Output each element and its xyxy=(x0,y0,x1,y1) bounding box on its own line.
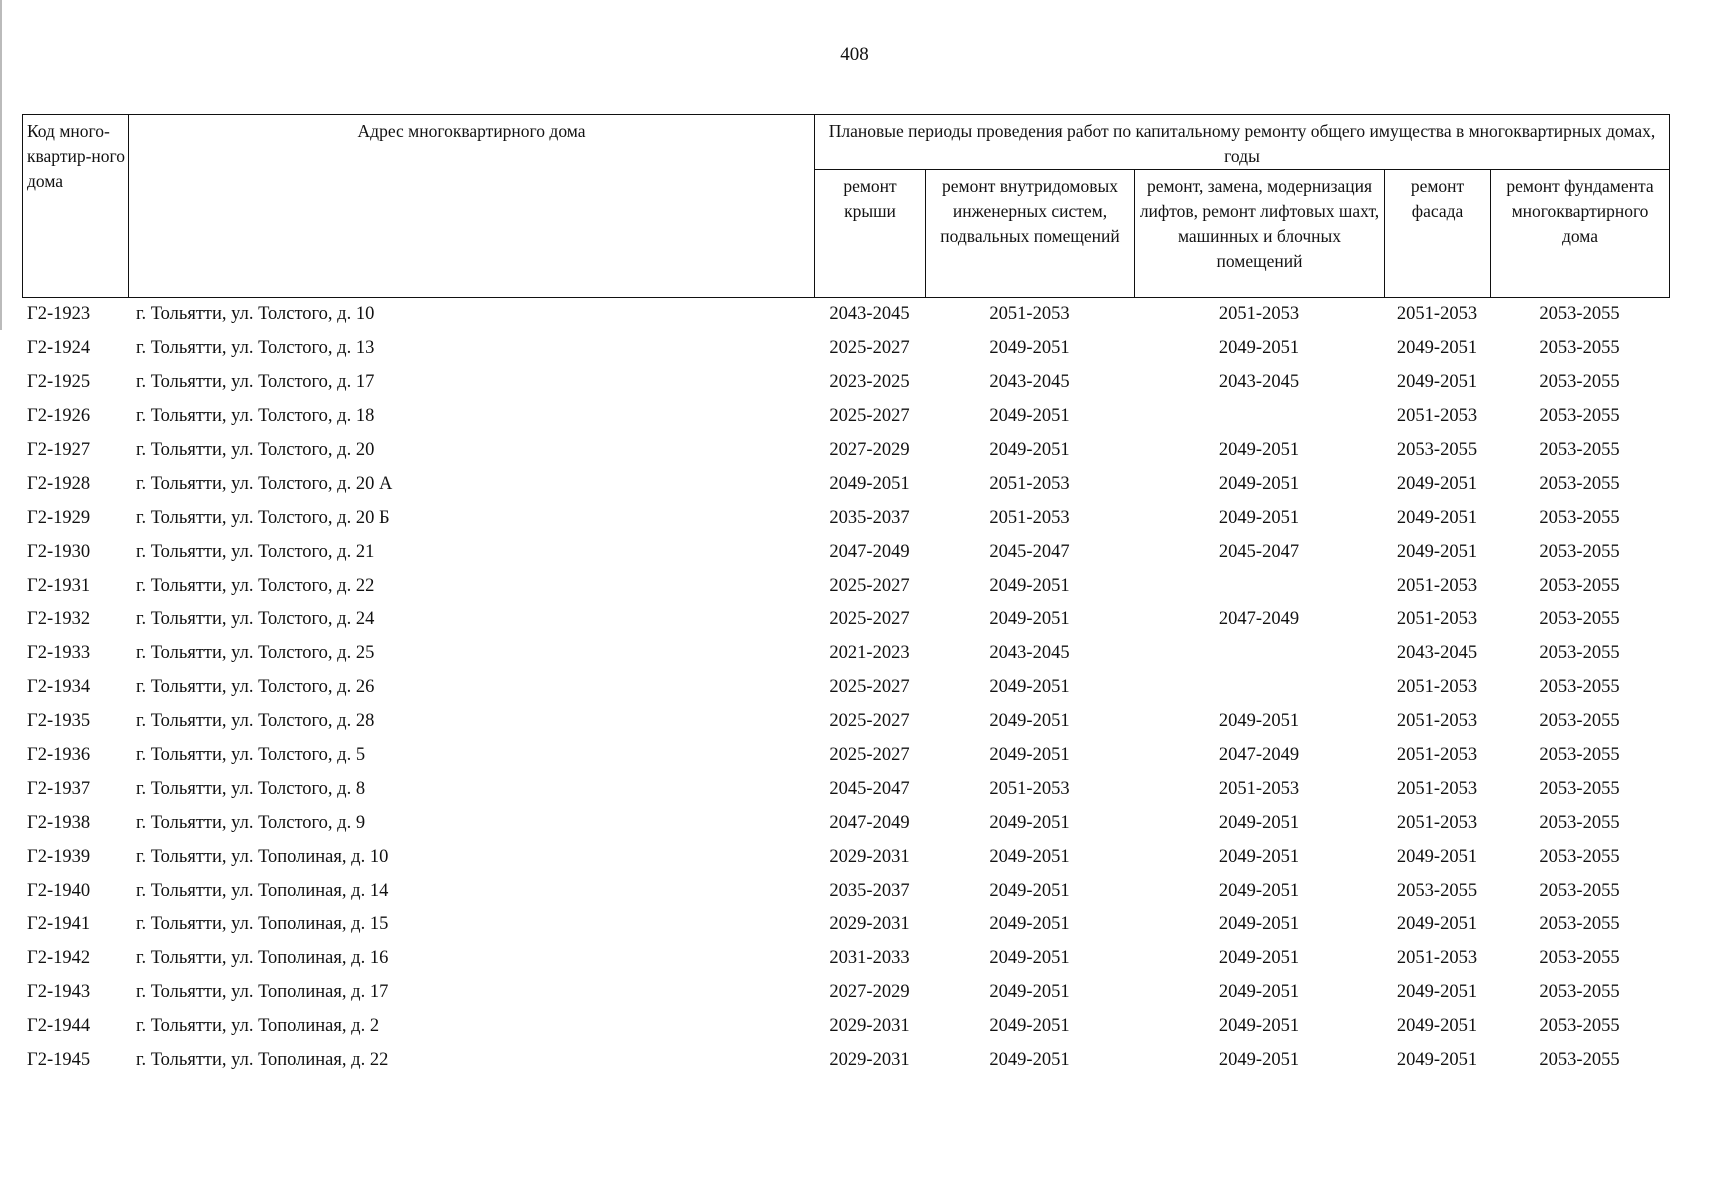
cell-facade: 2049-2051 xyxy=(1396,1016,1478,1037)
cell-elevators: 2049-2051 xyxy=(1218,473,1300,494)
cell-foundation: 2053-2055 xyxy=(1539,948,1620,969)
cell-code: Г2-1945 xyxy=(27,1050,91,1071)
cell-code: Г2-1941 xyxy=(27,914,91,935)
cell-systems: 2051-2053 xyxy=(989,778,1070,799)
cell-elevators: 2051-2053 xyxy=(1218,778,1300,799)
cell-roof: 2035-2037 xyxy=(829,880,910,901)
cell-elevators: 2043-2045 xyxy=(1218,372,1300,393)
cell-code: Г2-1942 xyxy=(27,948,91,969)
header-foundation: ремонт фундамента многоквартирного дома xyxy=(1491,170,1670,298)
cell-elevators xyxy=(1134,400,1384,434)
cell-systems: 2049-2051 xyxy=(989,914,1070,935)
cell-roof: 2023-2025 xyxy=(829,372,910,393)
cell-systems: 2049-2051 xyxy=(989,338,1070,359)
cell-roof: 2025-2027 xyxy=(829,745,910,766)
cell-elevators: 2049-2051 xyxy=(1218,914,1300,935)
table-row xyxy=(22,501,1669,535)
cell-facade: 2049-2051 xyxy=(1396,1050,1478,1071)
cell-facade: 2049-2051 xyxy=(1396,914,1478,935)
cell-facade: 2051-2053 xyxy=(1396,609,1478,630)
cell-elevators: 2049-2051 xyxy=(1218,982,1300,1003)
cell-address: г. Тольятти, ул. Толстого, д. 22 xyxy=(136,575,375,596)
cell-systems: 2043-2045 xyxy=(989,643,1070,664)
cell-address: г. Тольятти, ул. Тополиная, д. 16 xyxy=(136,948,389,969)
table-row xyxy=(22,400,1669,434)
table-row xyxy=(22,603,1669,637)
cell-address: г. Тольятти, ул. Толстого, д. 21 xyxy=(136,541,375,562)
cell-foundation: 2053-2055 xyxy=(1539,507,1620,528)
cell-elevators: 2049-2051 xyxy=(1218,507,1300,528)
cell-systems: 2049-2051 xyxy=(989,812,1070,833)
cell-foundation: 2053-2055 xyxy=(1539,643,1620,664)
cell-roof: 2043-2045 xyxy=(829,304,910,325)
cell-systems: 2049-2051 xyxy=(989,948,1070,969)
cell-foundation: 2053-2055 xyxy=(1539,575,1620,596)
cell-roof: 2025-2027 xyxy=(829,575,910,596)
cell-address: г. Тольятти, ул. Толстого, д. 18 xyxy=(136,406,375,427)
cell-elevators: 2047-2049 xyxy=(1218,609,1300,630)
table-row xyxy=(22,332,1669,366)
cell-systems: 2049-2051 xyxy=(989,745,1070,766)
table-row xyxy=(22,976,1669,1010)
cell-address: г. Тольятти, ул. Толстого, д. 8 xyxy=(136,778,366,799)
cell-address: г. Тольятти, ул. Тополиная, д. 14 xyxy=(136,880,389,901)
cell-elevators: 2051-2053 xyxy=(1218,304,1300,325)
cell-code: Г2-1944 xyxy=(27,1016,91,1037)
cell-address: г. Тольятти, ул. Толстого, д. 25 xyxy=(136,643,375,664)
cell-foundation: 2053-2055 xyxy=(1539,1016,1620,1037)
cell-facade: 2049-2051 xyxy=(1396,541,1478,562)
cell-roof: 2027-2029 xyxy=(829,982,910,1003)
cell-foundation: 2053-2055 xyxy=(1539,812,1620,833)
cell-roof: 2035-2037 xyxy=(829,507,910,528)
cell-foundation: 2053-2055 xyxy=(1539,609,1620,630)
cell-facade: 2049-2051 xyxy=(1396,507,1478,528)
cell-roof: 2021-2023 xyxy=(829,643,910,664)
table-row xyxy=(22,467,1669,501)
cell-systems: 2043-2045 xyxy=(989,372,1070,393)
cell-facade: 2051-2053 xyxy=(1396,812,1478,833)
cell-foundation: 2053-2055 xyxy=(1539,440,1620,460)
cell-address: г. Тольятти, ул. Толстого, д. 9 xyxy=(136,812,366,833)
table-row xyxy=(22,637,1669,671)
cell-systems: 2045-2047 xyxy=(989,541,1070,562)
cell-elevators: 2049-2051 xyxy=(1218,1050,1300,1071)
cell-systems: 2049-2051 xyxy=(989,1016,1070,1037)
cell-facade: 2051-2053 xyxy=(1396,575,1478,596)
cell-elevators: 2045-2047 xyxy=(1218,541,1300,562)
cell-code: Г2-1937 xyxy=(27,778,91,799)
cell-code: Г2-1934 xyxy=(27,677,91,698)
cell-facade: 2051-2053 xyxy=(1396,948,1478,969)
page-number: 408 xyxy=(840,44,869,65)
cell-roof: 2025-2027 xyxy=(829,677,910,698)
cell-elevators xyxy=(1134,671,1384,705)
cell-foundation: 2053-2055 xyxy=(1539,745,1620,766)
cell-roof: 2025-2027 xyxy=(829,338,910,359)
cell-roof: 2027-2029 xyxy=(829,440,910,460)
cell-foundation: 2053-2055 xyxy=(1539,372,1620,393)
cell-address: г. Тольятти, ул. Толстого, д. 26 xyxy=(136,677,375,698)
cell-foundation: 2053-2055 xyxy=(1539,304,1620,325)
cell-foundation: 2053-2055 xyxy=(1539,677,1620,698)
cell-systems: 2049-2051 xyxy=(989,609,1070,630)
cell-facade: 2053-2055 xyxy=(1396,880,1478,901)
cell-facade: 2049-2051 xyxy=(1396,982,1478,1003)
cell-address: г. Тольятти, ул. Тополиная, д. 2 xyxy=(136,1016,380,1037)
cell-elevators: 2049-2051 xyxy=(1218,880,1300,901)
cell-foundation: 2053-2055 xyxy=(1539,982,1620,1003)
cell-code: Г2-1936 xyxy=(27,745,91,766)
table-header xyxy=(22,114,1670,298)
cell-roof: 2029-2031 xyxy=(829,846,910,867)
cell-systems: 2049-2051 xyxy=(989,982,1070,1003)
cell-roof: 2045-2047 xyxy=(829,778,910,799)
table-row xyxy=(22,942,1669,976)
cell-address: г. Тольятти, ул. Тополиная, д. 10 xyxy=(136,846,389,867)
cell-roof: 2031-2033 xyxy=(829,948,910,969)
cell-code: Г2-1935 xyxy=(27,711,91,732)
cell-systems: 2049-2051 xyxy=(989,1050,1070,1071)
cell-facade: 2053-2055 xyxy=(1396,440,1478,460)
cell-facade: 2049-2051 xyxy=(1396,338,1478,359)
cell-address: г. Тольятти, ул. Тополиная, д. 22 xyxy=(136,1050,389,1071)
header-roof: ремонт крыши xyxy=(815,170,926,298)
header-systems: ремонт внутридомовых инженерных систем, подвальных помещений xyxy=(926,170,1135,298)
cell-foundation: 2053-2055 xyxy=(1539,846,1620,867)
header-address: Адрес многоквартирного дома xyxy=(129,115,815,298)
cell-systems: 2051-2053 xyxy=(989,473,1070,494)
cell-systems: 2051-2053 xyxy=(989,304,1070,325)
table-row xyxy=(22,1044,1669,1078)
cell-roof: 2029-2031 xyxy=(829,1050,910,1071)
cell-roof: 2025-2027 xyxy=(829,406,910,427)
table-row xyxy=(22,535,1669,569)
cell-code: Г2-1931 xyxy=(27,575,91,596)
cell-address: г. Тольятти, ул. Толстого, д. 28 xyxy=(136,711,375,732)
cell-systems: 2049-2051 xyxy=(989,575,1070,596)
table-row xyxy=(22,739,1669,773)
cell-foundation: 2053-2055 xyxy=(1539,338,1620,359)
cell-code: Г2-1938 xyxy=(27,812,91,833)
cell-systems: 2049-2051 xyxy=(989,846,1070,867)
header-periods: Плановые периоды проведения работ по капитальному ремонту общего имущества в многоквартирных домах, годы xyxy=(815,115,1670,170)
table-row xyxy=(22,671,1669,705)
table-row xyxy=(22,908,1669,942)
cell-foundation: 2053-2055 xyxy=(1539,473,1620,494)
cell-foundation: 2053-2055 xyxy=(1539,1050,1620,1071)
cell-code: Г2-1923 xyxy=(27,304,91,325)
table-row xyxy=(22,705,1669,739)
cell-elevators: 2049-2051 xyxy=(1218,440,1300,460)
cell-code: Г2-1928 xyxy=(27,473,91,494)
table-row xyxy=(22,366,1669,400)
cell-systems: 2049-2051 xyxy=(989,406,1070,427)
cell-facade: 2051-2053 xyxy=(1396,745,1478,766)
cell-elevators xyxy=(1134,637,1384,671)
header-facade: ремонт фасада xyxy=(1385,170,1491,298)
cell-code: Г2-1932 xyxy=(27,609,91,630)
cell-systems: 2049-2051 xyxy=(989,711,1070,732)
cell-roof: 2025-2027 xyxy=(829,711,910,732)
cell-elevators xyxy=(1134,569,1384,603)
cell-address: г. Тольятти, ул. Толстого, д. 20 Б xyxy=(136,507,390,528)
cell-facade: 2051-2053 xyxy=(1396,406,1478,427)
cell-code: Г2-1940 xyxy=(27,880,91,901)
cell-facade: 2049-2051 xyxy=(1396,372,1478,393)
data-table xyxy=(22,298,1669,1077)
cell-address: г. Тольятти, ул. Тополиная, д. 15 xyxy=(136,914,389,935)
cell-roof: 2025-2027 xyxy=(829,609,910,630)
cell-facade: 2049-2051 xyxy=(1396,846,1478,867)
cell-foundation: 2053-2055 xyxy=(1539,541,1620,562)
cell-facade: 2043-2045 xyxy=(1396,643,1478,664)
cell-address: г. Тольятти, ул. Толстого, д. 13 xyxy=(136,338,375,359)
cell-foundation: 2053-2055 xyxy=(1539,406,1620,427)
table-row xyxy=(22,806,1669,840)
cell-foundation: 2053-2055 xyxy=(1539,880,1620,901)
cell-code: Г2-1926 xyxy=(27,406,91,427)
cell-code: Г2-1925 xyxy=(27,372,91,393)
cell-code: Г2-1943 xyxy=(27,982,91,1003)
cell-facade: 2051-2053 xyxy=(1396,711,1478,732)
cell-foundation: 2053-2055 xyxy=(1539,711,1620,732)
cell-elevators: 2049-2051 xyxy=(1218,948,1300,969)
cell-elevators: 2047-2049 xyxy=(1218,745,1300,766)
cell-foundation: 2053-2055 xyxy=(1539,914,1620,935)
table-row xyxy=(22,298,1669,332)
cell-elevators: 2049-2051 xyxy=(1218,846,1300,867)
cell-code: Г2-1929 xyxy=(27,507,91,528)
table-row xyxy=(22,840,1669,874)
cell-address: г. Тольятти, ул. Толстого, д. 17 xyxy=(136,372,375,393)
cell-code: Г2-1930 xyxy=(27,541,91,562)
cell-address: г. Тольятти, ул. Толстого, д. 5 xyxy=(136,745,366,766)
header-code: Код много-квартир-ного дома xyxy=(23,115,129,298)
cell-systems: 2051-2053 xyxy=(989,507,1070,528)
cell-address: г. Тольятти, ул. Толстого, д. 20 А xyxy=(136,473,393,494)
table-row xyxy=(22,772,1669,806)
cell-elevators: 2049-2051 xyxy=(1218,1016,1300,1037)
table-row xyxy=(22,569,1669,603)
cell-address: г. Тольятти, ул. Тополиная, д. 17 xyxy=(136,982,389,1003)
cell-systems: 2049-2051 xyxy=(989,880,1070,901)
cell-code: Г2-1933 xyxy=(27,643,91,664)
cell-elevators: 2049-2051 xyxy=(1218,338,1300,359)
cell-code: Г2-1924 xyxy=(27,338,91,359)
cell-roof: 2049-2051 xyxy=(829,473,910,494)
cell-systems: 2049-2051 xyxy=(989,677,1070,698)
cell-roof: 2029-2031 xyxy=(829,914,910,935)
cell-facade: 2049-2051 xyxy=(1396,473,1478,494)
cell-foundation: 2053-2055 xyxy=(1539,778,1620,799)
cell-address: г. Тольятти, ул. Толстого, д. 10 xyxy=(136,304,375,325)
cell-systems: 2049-2051 xyxy=(989,440,1070,460)
table-row xyxy=(22,1010,1669,1044)
cell-code: Г2-1939 xyxy=(27,846,91,867)
cell-roof: 2029-2031 xyxy=(829,1016,910,1037)
cell-address: г. Тольятти, ул. Толстого, д. 24 xyxy=(136,609,375,630)
table-row xyxy=(22,434,1669,468)
cell-facade: 2051-2053 xyxy=(1396,304,1478,325)
table-row xyxy=(22,874,1669,908)
cell-roof: 2047-2049 xyxy=(829,541,910,562)
cell-facade: 2051-2053 xyxy=(1396,778,1478,799)
cell-elevators: 2049-2051 xyxy=(1218,711,1300,732)
cell-address: г. Тольятти, ул. Толстого, д. 20 xyxy=(136,440,375,460)
cell-elevators: 2049-2051 xyxy=(1218,812,1300,833)
header-elevators: ремонт, замена, модернизация лифтов, ремонт лифтовых шахт, машинных и блочных помещений xyxy=(1135,170,1385,298)
cell-facade: 2051-2053 xyxy=(1396,677,1478,698)
cell-code: Г2-1927 xyxy=(27,440,91,460)
cell-roof: 2047-2049 xyxy=(829,812,910,833)
